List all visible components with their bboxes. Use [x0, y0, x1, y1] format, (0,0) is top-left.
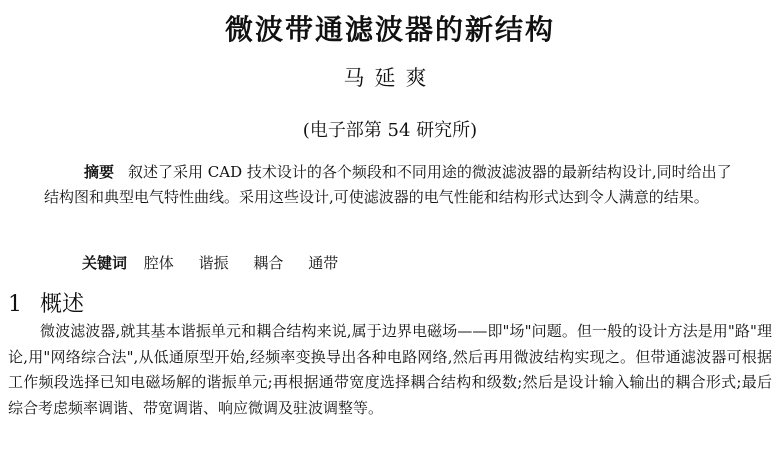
- keywords-label: 关键词: [82, 254, 128, 272]
- paper-title: 微波带通滤波器的新结构: [224, 13, 555, 46]
- keywords: [82, 252, 742, 273]
- keyword-item: 耦合: [253, 254, 284, 272]
- body-paragraph: 微波滤波器,就其基本谐振单元和耦合结构来说,属于边界电磁场——即"场"问题。但一般的设计方法是用"路"理论,用"网络综合法",从低通原型开始,经频率变换导出各种电路网络,然后再用微波结构实现之。但带通滤波器可根据工作频段选择已知电磁场解的谐振单元;再根据通带宽度选择耦合结构和级数;然后是设计输入输出的耦合形式;最后综合考虑频率调谐、带宽调谐、响应微调及驻波调整等。: [8, 322, 772, 417]
- keyword-item: 通带: [308, 254, 339, 272]
- abstract-label: 摘要: [84, 163, 115, 181]
- abstract: [44, 160, 744, 210]
- paper-author: 马延爽: [343, 66, 437, 90]
- keyword-item: 腔体: [143, 254, 174, 272]
- section-heading: [8, 287, 84, 318]
- section-title: 概述: [40, 292, 85, 317]
- author-affiliation: (电子部第 54 研究所): [302, 120, 478, 141]
- abstract-text: 叙述了采用 CAD 技术设计的各个频段和不同用途的微波滤波器的最新结构设计,同时给出了结构图和典型电气特性曲线。采用这些设计,可使滤波器的电气性能和结构形式达到令人满意的结果。: [44, 163, 732, 206]
- section-number: 1: [8, 292, 22, 317]
- keyword-item: 谐振: [198, 254, 229, 272]
